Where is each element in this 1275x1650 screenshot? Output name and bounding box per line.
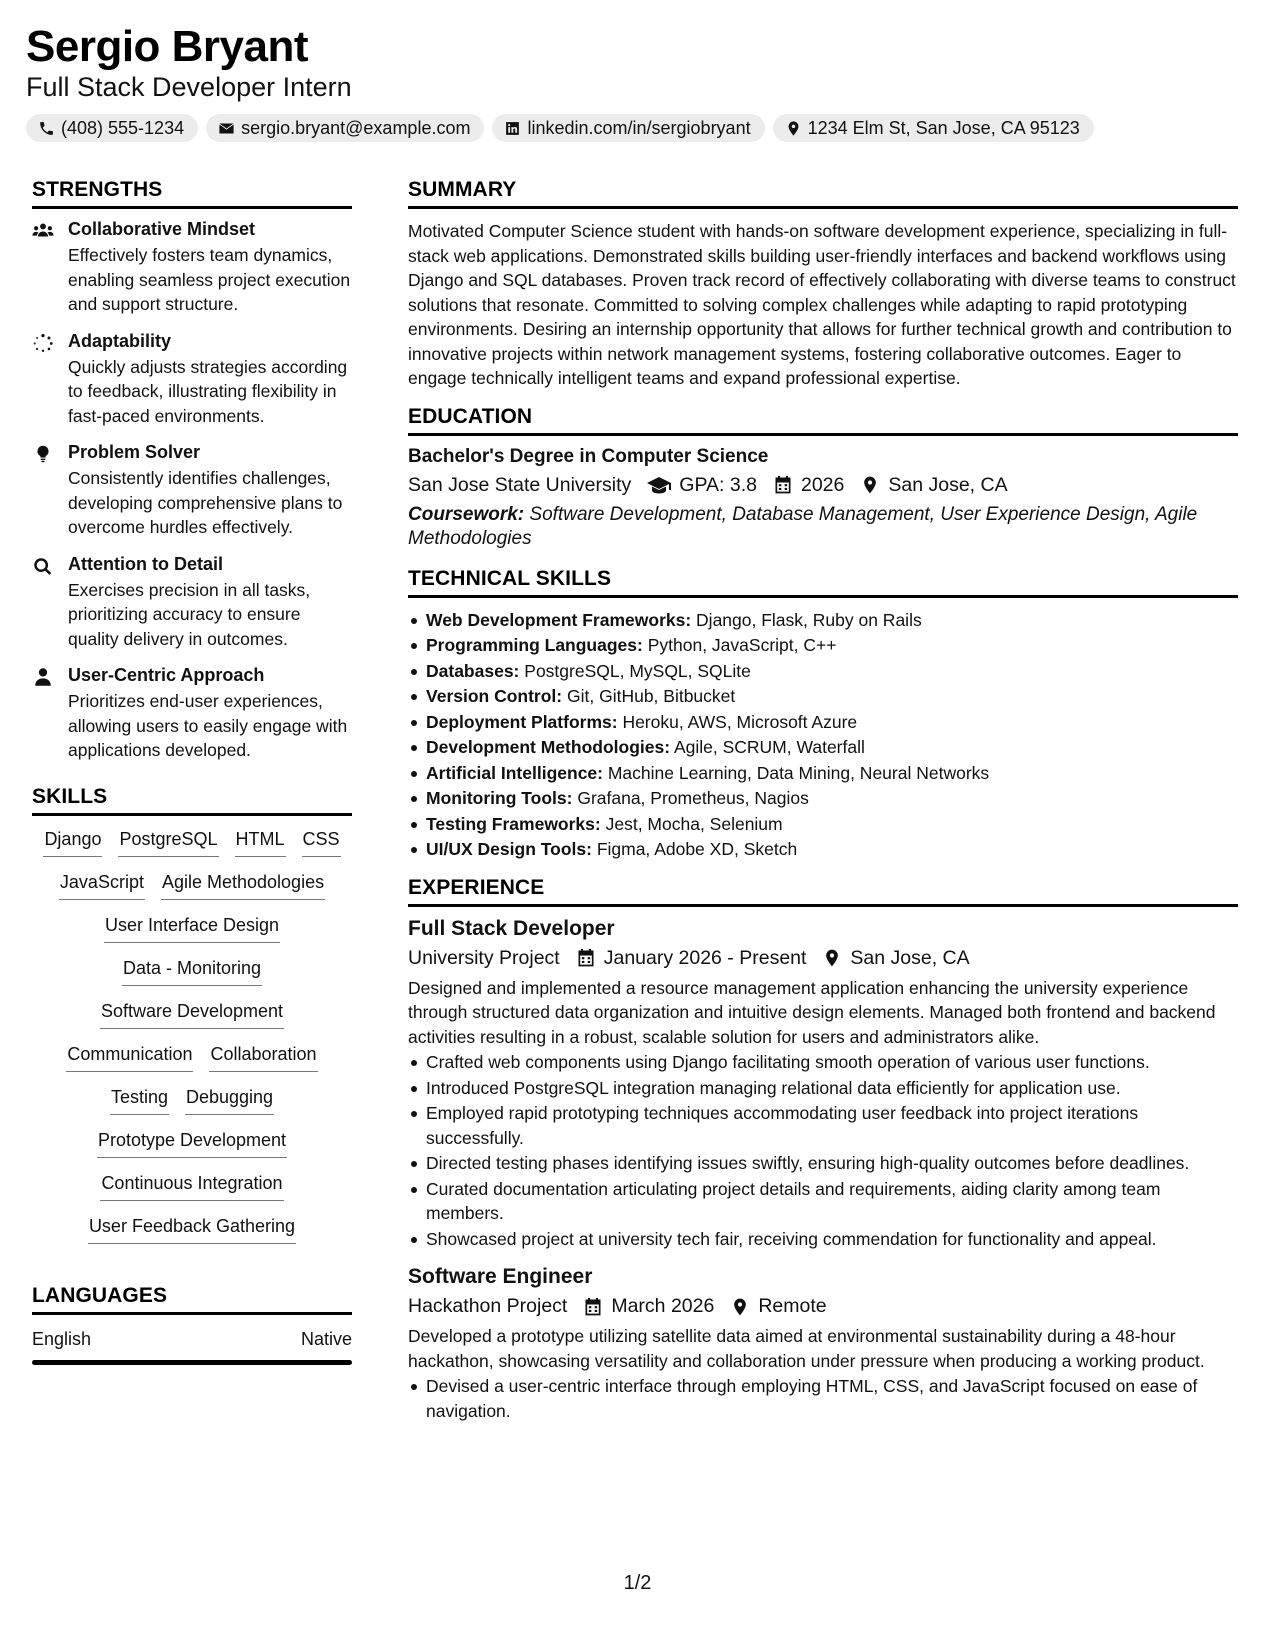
tech-skill-label: Monitoring Tools: <box>426 788 573 808</box>
list-item: Introduced PostgreSQL integration managing relational data efficiently for application use. <box>408 1076 1238 1101</box>
skill-tag: JavaScript <box>59 869 145 900</box>
skill-tag: Prototype Development <box>97 1127 287 1158</box>
calendar-icon <box>576 948 596 968</box>
strengths-heading: STRENGTHS <box>32 178 352 209</box>
map-pin-icon <box>785 120 802 137</box>
job-org-name: University Project <box>408 946 560 969</box>
list-item: Showcased project at university tech fair, receiving commendation for functionality and appeal. <box>408 1227 1238 1252</box>
contact-address[interactable] <box>773 114 1094 142</box>
map-pin-icon <box>860 475 880 495</box>
search-icon <box>32 556 54 576</box>
map-pin-icon <box>822 948 842 968</box>
contact-linkedin-text: linkedin.com/in/sergiobryant <box>527 117 751 138</box>
education-meta <box>408 474 1238 497</box>
skill-tag: Software Development <box>100 998 284 1029</box>
skill-tag: HTML <box>235 826 286 857</box>
job-title: Software Engineer <box>408 1265 593 1288</box>
education-location <box>860 474 1007 497</box>
graduation-year: 2026 <box>800 473 845 496</box>
job-meta <box>408 1295 1238 1318</box>
tech-skill-label: UI/UX Design Tools: <box>426 839 592 859</box>
job-meta <box>408 947 1238 970</box>
tech-skill-label: Testing Frameworks: <box>426 813 601 834</box>
job-title: Full Stack Developer <box>408 916 615 940</box>
job-org-name: Hackathon Project <box>408 1295 568 1317</box>
list-item: Directed testing phases identifying issues swiftly, ensuring high-quality outcomes before deadlines. <box>408 1151 1238 1176</box>
skill-tag: Collaboration <box>209 1041 317 1072</box>
experience-entry <box>408 917 1238 1252</box>
strength-desc: Effectively fosters team dynamics, enabling seamless project execution and support structure. <box>68 245 351 314</box>
lightbulb-icon <box>32 444 54 464</box>
skill-tag: Agile Methodologies <box>161 869 325 900</box>
strength-item <box>32 554 352 652</box>
strength-desc: Prioritizes end-user experiences, allowing users to easily engage with applications developed. <box>68 691 348 760</box>
skill-tag: Data - Monitoring <box>122 955 262 986</box>
calendar-icon <box>773 475 793 495</box>
summary-heading: SUMMARY <box>408 178 1238 209</box>
linkedin-icon <box>504 120 521 137</box>
summary-text: Motivated Computer Science student with hands-on software development experience, specializing in full-stack web applications. Demonstrated skills building user-friendly interfaces and backend workflows using Django and SQL databases. Proven track record of effectively collaborating with diverse teams to construct solutions that resonate. Committed to solving complex challenges while adapting to rapid prototyping environments. Desiring an internship opportunity that allows for further technical growth and contribution to innovative projects within network management systems, fostering collaborative outcomes. Eager to engage technically intelligent teams and expand professional expertise. <box>408 221 1236 388</box>
education-year <box>773 474 844 497</box>
graduation-cap-icon <box>647 475 671 495</box>
coursework <box>408 503 1238 551</box>
job-org <box>408 1295 567 1318</box>
skills-tags <box>32 826 352 1244</box>
school-location: San Jose, CA <box>888 473 1008 496</box>
language-name: English <box>32 1328 92 1349</box>
job-dates-text: January 2026 - Present <box>603 946 807 969</box>
tech-skill-value: Git, GitHub, Bitbucket <box>567 686 736 706</box>
candidate-role: Full Stack Developer Intern <box>26 72 352 102</box>
list-item <box>408 786 1238 811</box>
map-pin-icon <box>730 1297 750 1317</box>
job-location-text: San Jose, CA <box>850 946 970 969</box>
experience-heading: EXPERIENCE <box>408 876 1238 907</box>
list-item <box>408 684 1238 709</box>
list-item <box>408 659 1238 684</box>
list-item <box>408 761 1238 786</box>
job-bullets <box>408 1050 1238 1251</box>
job-location <box>822 947 969 970</box>
job-description: Developed a prototype utilizing satellite data aimed at environmental sustainability during a 48-hour hackathon, showcasing versatility and collaboration under pressure when producing a working product. <box>408 1326 1205 1371</box>
gpa-value: GPA: 3.8 <box>679 473 757 496</box>
contact-address-text: 1234 Elm St, San Jose, CA 95123 <box>807 117 1080 138</box>
tech-skill-value: Django, Flask, Ruby on Rails <box>696 609 922 630</box>
tech-skill-value: PostgreSQL, MySQL, SQLite <box>524 660 751 681</box>
strength-title: Adaptability <box>68 330 172 351</box>
language-row <box>32 1329 352 1360</box>
education-school <box>408 474 631 497</box>
coursework-list: Software Development, Database Management, User Experience Design, Agile Methodologies <box>408 503 1198 549</box>
tech-skill-label: Version Control: <box>426 686 563 706</box>
list-item <box>408 837 1238 862</box>
phone-icon <box>38 120 55 137</box>
language-level: Native <box>300 1328 352 1349</box>
strength-desc: Consistently identifies challenges, developing comprehensive plans to overcome hurdles effectively. <box>68 468 343 537</box>
education-gpa <box>647 474 757 497</box>
strength-desc: Exercises precision in all tasks, prioritizing accuracy to ensure quality delivery in outcomes. <box>68 579 311 649</box>
language-level-bar <box>32 1360 352 1365</box>
list-item <box>408 710 1238 735</box>
strength-title: Problem Solver <box>68 442 201 462</box>
tech-skill-value: Python, JavaScript, C++ <box>647 635 837 655</box>
skill-tag: User Interface Design <box>104 912 280 943</box>
skill-tag: User Feedback Gathering <box>88 1213 296 1244</box>
strength-title: Collaborative Mindset <box>68 219 256 239</box>
strength-item <box>32 219 352 317</box>
skill-tag: PostgreSQL <box>118 826 218 857</box>
job-location-text: Remote <box>758 1295 827 1317</box>
spinner-icon <box>32 333 54 353</box>
list-item <box>408 608 1238 633</box>
strength-title: Attention to Detail <box>68 553 223 574</box>
tech-skill-label: Databases: <box>426 660 520 681</box>
list-item: Curated documentation articulating project details and requirements, aiding clarity among team members. <box>408 1177 1238 1226</box>
job-description: Designed and implemented a resource management application enhancing the university experience through structured data organization and intuitive design elements. Managed both frontend and backend activities resulting in a robust, scalable solution for users and administrators alike. <box>408 977 1216 1047</box>
contact-email-text: sergio.bryant@example.com <box>241 117 471 138</box>
envelope-icon <box>218 120 235 137</box>
skills-heading: SKILLS <box>32 785 352 816</box>
list-item: Crafted web components using Django facilitating smooth operation of various user functions. <box>408 1050 1238 1075</box>
strength-desc: Quickly adjusts strategies according to feedback, illustrating flexibility in fast-paced environments. <box>68 356 348 426</box>
page-number: 1/2 <box>623 1572 652 1594</box>
contact-linkedin[interactable] <box>492 114 764 142</box>
skill-tag: Django <box>43 826 102 857</box>
tech-skill-label: Web Development Frameworks: <box>426 609 692 630</box>
job-dates <box>576 947 807 970</box>
users-icon <box>32 221 54 241</box>
tech-skill-label: Development Methodologies: <box>426 737 671 757</box>
skill-tag: CSS <box>302 826 341 857</box>
contact-email[interactable] <box>206 114 484 142</box>
experience-entry <box>408 1265 1238 1423</box>
list-item: Employed rapid prototyping techniques accommodating user feedback into project iterations successfully. <box>408 1101 1238 1150</box>
contact-phone-text: (408) 555-1234 <box>61 117 185 138</box>
tech-skill-value: Heroku, AWS, Microsoft Azure <box>622 711 858 732</box>
strength-item <box>32 665 352 763</box>
contact-bar <box>26 114 1094 142</box>
skill-tag: Continuous Integration <box>100 1170 283 1201</box>
education-heading: EDUCATION <box>408 405 1238 436</box>
left-column <box>32 178 352 1365</box>
tech-skill-value: Grafana, Prometheus, Nagios <box>577 788 809 808</box>
skill-tag: Testing <box>110 1084 169 1115</box>
skill-tag: Communication <box>66 1041 193 1072</box>
school-name: San Jose State University <box>408 473 632 496</box>
strength-item <box>32 442 352 540</box>
tech-skill-value: Machine Learning, Data Mining, Neural Networks <box>607 762 990 783</box>
languages-heading: LANGUAGES <box>32 1284 352 1315</box>
job-dates <box>583 1295 714 1318</box>
list-item <box>408 735 1238 760</box>
list-item <box>408 812 1238 837</box>
job-location <box>730 1295 826 1318</box>
candidate-name: Sergio Bryant <box>26 22 309 71</box>
tech-skill-value: Figma, Adobe XD, Sketch <box>596 839 798 859</box>
user-icon <box>32 667 54 687</box>
technical-skills-heading: TECHNICAL SKILLS <box>408 567 1238 598</box>
tech-skill-label: Programming Languages: <box>426 635 643 655</box>
coursework-label: Coursework: <box>408 503 525 525</box>
contact-phone[interactable] <box>26 114 198 142</box>
strength-title: User-Centric Approach <box>68 665 265 685</box>
list-item <box>408 633 1238 658</box>
job-dates-text: March 2026 <box>611 1295 715 1317</box>
tech-skill-value: Jest, Mocha, Selenium <box>605 813 783 834</box>
list-item: Devised a user-centric interface through employing HTML, CSS, and JavaScript focused on ease of navigation. <box>408 1374 1238 1423</box>
calendar-icon <box>583 1297 603 1317</box>
tech-skill-value: Agile, SCRUM, Waterfall <box>673 737 865 757</box>
right-column <box>408 178 1238 1437</box>
job-org <box>408 947 560 970</box>
technical-skills-list <box>408 608 1238 862</box>
tech-skill-label: Artificial Intelligence: <box>426 762 603 783</box>
skill-tag: Debugging <box>185 1084 274 1115</box>
tech-skill-label: Deployment Platforms: <box>426 711 618 732</box>
job-bullets <box>408 1374 1238 1423</box>
education-degree: Bachelor's Degree in Computer Science <box>408 445 769 467</box>
strength-item <box>32 331 352 429</box>
